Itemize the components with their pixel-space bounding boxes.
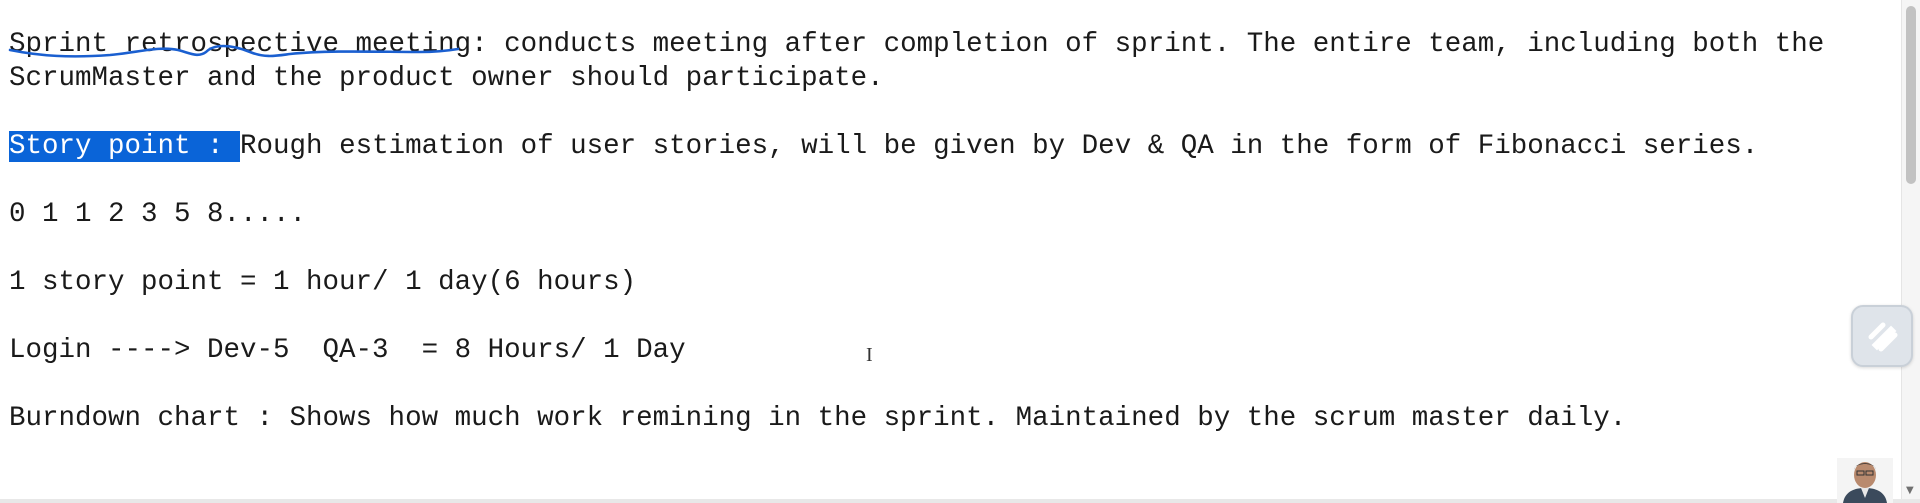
scrollbar-thumb[interactable] <box>1906 6 1916 184</box>
selected-text[interactable]: Story point : <box>9 131 241 162</box>
story-point-definition: Rough estimation of user stories, will be given by Dev & QA in the form of Fibonacci series. <box>240 131 1759 162</box>
doc-line-5: 1 story point = 1 hour/ 1 day(6 hours) <box>9 267 637 298</box>
presenter-avatar-icon <box>1837 458 1893 503</box>
doc-line-6: Login ----> Dev-5 QA-3 = 8 Hours/ 1 Day <box>9 335 686 366</box>
annotation-tool-icon <box>1853 307 1911 365</box>
vertical-scrollbar[interactable] <box>1901 0 1920 499</box>
sprint-retrospective-definition: : conducts meeting after completion of sprint. The entire team, including both the <box>471 29 1825 60</box>
doc-line-4: 0 1 1 2 3 5 8..... <box>9 199 307 230</box>
doc-line-7: Burndown chart : Shows how much work remining in the sprint. Maintained by the scrum master daily. <box>9 403 1627 434</box>
horizontal-scrollbar[interactable] <box>0 499 1920 503</box>
doc-line-2: ScrumMaster and the product owner should participate. <box>9 63 884 94</box>
scroll-down-arrow-icon[interactable]: ▼ <box>1906 485 1914 496</box>
text-cursor-icon: I <box>866 344 873 366</box>
doc-line-1 <box>9 28 1824 62</box>
sprint-retrospective-term: Sprint retrospective meeting <box>9 29 472 60</box>
doc-line-3 <box>9 130 1758 164</box>
annotation-tool-button[interactable] <box>1851 305 1913 367</box>
